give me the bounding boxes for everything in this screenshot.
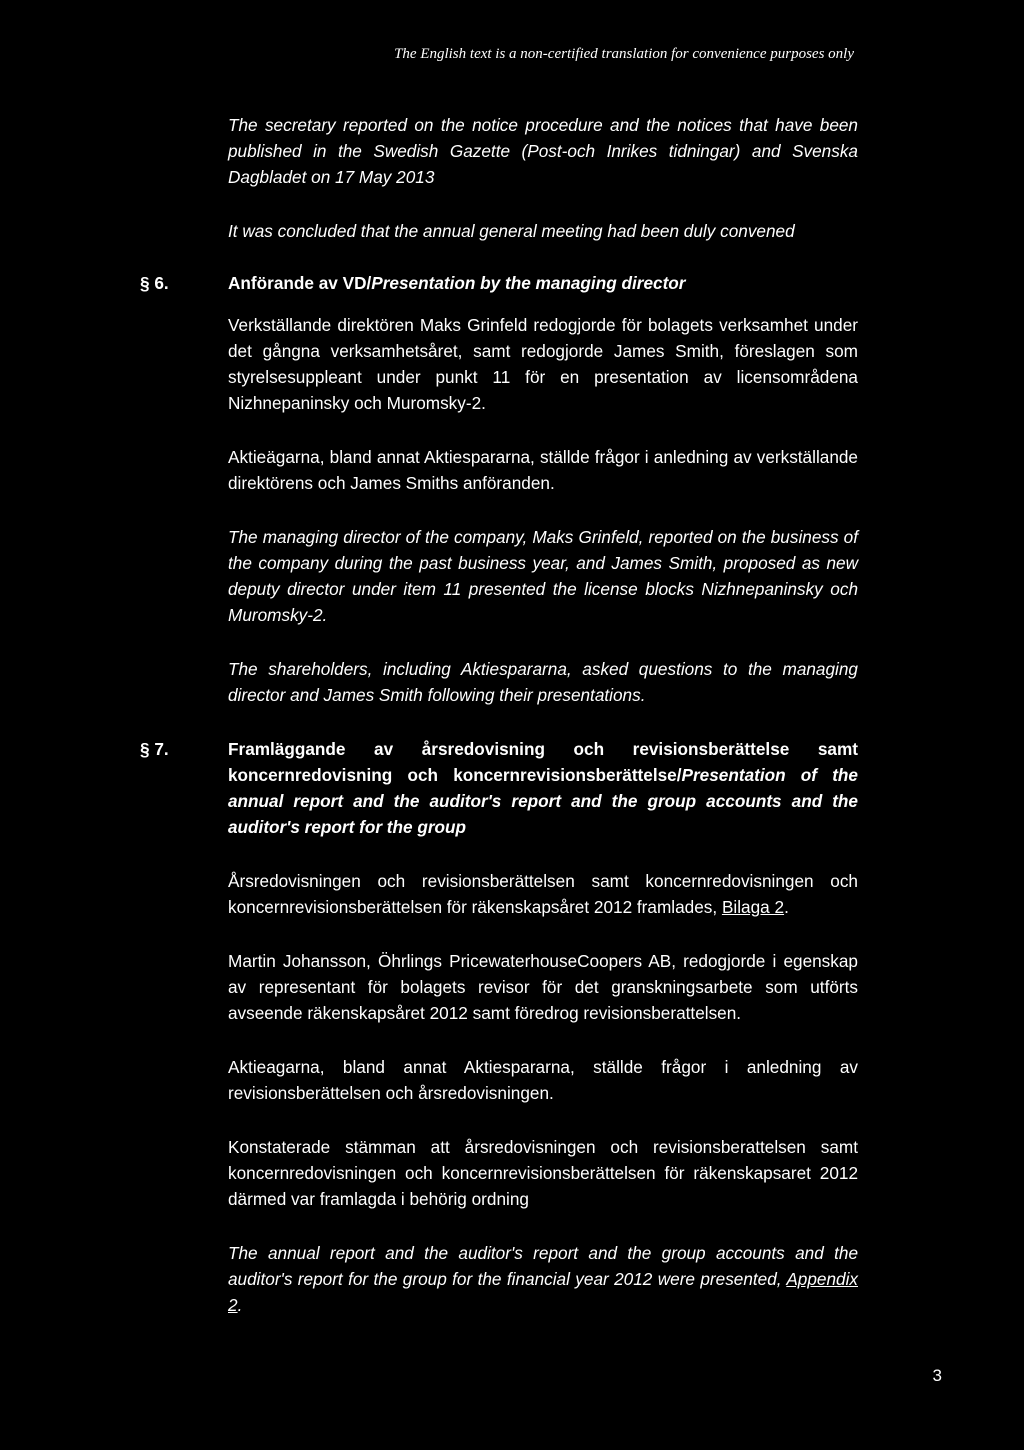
section-7-number: § 7.: [140, 739, 169, 759]
section-6-paragraph-en-1: The managing director of the company, Maks Grinfeld, reported on the business of the company during the past business year, and James Smith, proposed as new deputy director under item 11 presented the license blocks Nizhnepaninsky och Muromsky-2.: [228, 527, 858, 625]
duly-convened-paragraph: It was concluded that the annual general meeting had been duly convened: [228, 221, 795, 241]
section-7-title: [228, 736, 858, 840]
section-6-paragraph-en-2: The shareholders, including Aktiespararna, asked questions to the managing director and James Smith following their presentations.: [228, 659, 858, 705]
appendix-2-link[interactable]: Appendix 2: [228, 1269, 858, 1315]
section-6-title-en: Presentation by the managing director: [371, 273, 686, 293]
section-7-paragraph-en: The annual report and the auditor's report and the group accounts and the auditor's report for the group for the financial year 2012 were presented, Appendix 2.: [228, 1243, 858, 1315]
section-7-paragraph-4: Konstaterade stämman att årsredovisningen och revisionsberattelsen samt koncernredovisningen och koncernrevisionsberättelsen för räkenskapsaret 2012 därmed var framlagda i behörig ordning: [228, 1137, 858, 1209]
notice-procedure-paragraph: The secretary reported on the notice procedure and the notices that have been published in the Swedish Gazette (Post-och Inrikes tidningar) and Svenska Dagbladet on 17 May 2013: [228, 115, 858, 187]
translation-notice: The English text is a non-certified translation for convenience purposes only: [394, 46, 854, 62]
page-number: 3: [932, 1366, 942, 1385]
section-6-title-sv: Anförande av VD/: [228, 273, 372, 293]
section-6-title: [228, 270, 858, 296]
section-7-title-en: Presentation of the annual report and the auditor's report and the group accounts and the auditor's report for the group: [228, 765, 858, 837]
section-7-title-sv: Framläggande av årsredovisning och revisionsberättelse samt koncernredovisning och koncernrevisionsberättelse/: [228, 739, 858, 785]
section-7-paragraph-1: Årsredovisningen och revisionsberättelsen samt koncernredovisningen och koncernrevisionsberättelsen för räkenskapsåret 2012 framlades, Bilaga 2.: [228, 871, 858, 917]
section-6-number: § 6.: [140, 273, 169, 293]
section-6: [140, 270, 858, 708]
section-6-paragraph-sv-1: Verkställande direktören Maks Grinfeld redogjorde för bolagets verksamhet under det gångna verksamhetsåret, samt redogjorde James Smith, föreslagen som styrelsesuppleant under punkt 11 för en presentation av licensområdena Nizhnepaninsky och Muromsky-2.: [228, 315, 858, 413]
bilaga-2-link[interactable]: Bilaga 2: [721, 897, 785, 917]
section-6-paragraph-sv-2: Aktieägarna, bland annat Aktiespararna, ställde frågor i anledning av verkställande direktörens och James Smiths anföranden.: [228, 447, 858, 493]
document-body: [140, 112, 858, 1318]
section-7: [140, 736, 858, 1318]
section-7-paragraph-2: Martin Johansson, Öhrlings PricewaterhouseCoopers AB, redogjorde i egenskap av representant för bolagets revisor för det granskningsarbete som utförts avseende räkenskapsåret 2012 samt föredrog revisionsberattelsen.: [228, 951, 858, 1023]
section-7-paragraph-3: Aktieagarna, bland annat Aktiespararna, ställde frågor i anledning av revisionsberättelsen och årsredovisningen.: [228, 1057, 858, 1103]
